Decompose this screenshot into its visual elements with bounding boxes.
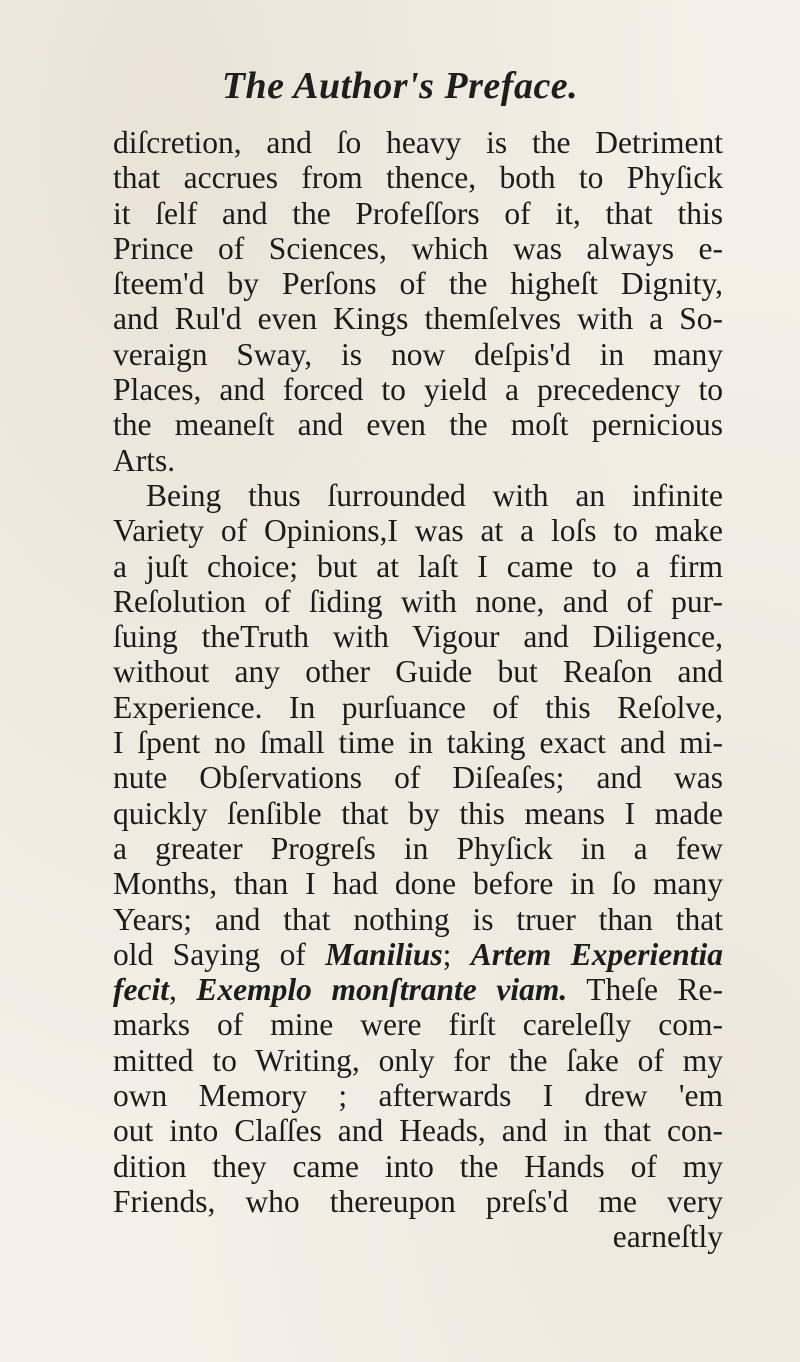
catchword: earneſtly: [612, 1219, 723, 1255]
text-line: [113, 937, 723, 972]
text-line: out into Claſſes and Heads, and in that con-: [113, 1113, 723, 1149]
text-line: Experience. In purſuance of this Reſolve,: [113, 689, 723, 725]
text-line: [113, 972, 723, 1007]
text-line: own Memory ; afterwards I drew 'em: [113, 1078, 723, 1114]
text-line: Variety of Opinions,I was at a loſs to make: [113, 513, 723, 549]
text-line: without any other Guide but Reaſon and: [113, 654, 723, 690]
running-title: The Author's Preface.: [221, 65, 579, 107]
text-line: Arts.: [113, 442, 176, 478]
text-line: Friends, who thereupon preſs'd me very: [113, 1183, 723, 1219]
text-line: ſteem'd by Perſons of the higheſt Dignity,: [113, 266, 723, 302]
text-line: it ſelf and the Profeſſors of it, that this: [113, 195, 723, 231]
text-line: a greater Progreſs in Phyſick in a few: [113, 830, 723, 866]
text-line: veraign Sway, is now deſpis'd in many: [113, 336, 723, 372]
text-line: mitted to Writing, only for the ſake of my: [113, 1042, 723, 1078]
text-line: marks of mine were firſt careleſly com-: [113, 1007, 723, 1043]
text-line: I ſpent no ſmall time in taking exact and mi-: [113, 725, 723, 761]
text-line: Reſolution of ſiding with none, and of pur-: [113, 583, 723, 619]
text-line: a juſt choice; but at laſt I came to a firm: [113, 548, 723, 584]
text-line: Prince of Sciences, which was always e-: [113, 230, 723, 266]
text-line: dition they came into the Hands of my: [113, 1148, 723, 1184]
text-line: Months, than I had done before in ſo many: [113, 866, 723, 902]
text-run: old Saying of: [113, 936, 306, 972]
text-line: Years; and that nothing is truer than that: [113, 901, 723, 937]
text-run: Theſe Re-: [567, 972, 723, 1008]
text-run: ;: [442, 936, 471, 972]
italic-quotation: Exemplo monſtrante viam.: [196, 972, 568, 1008]
text-line: Places, and forced to yield a precedency to: [113, 372, 723, 408]
text-line: ſuing theTruth with Vigour and Diligence,: [113, 619, 723, 655]
text-line: diſcretion, and ſo heavy is the Detriment: [113, 125, 723, 160]
text-line: nute Obſervations of Diſeaſes; and was: [113, 760, 723, 796]
italic-quotation: fecit: [113, 972, 169, 1008]
body-text: [113, 125, 723, 1255]
italic-name: Manilius: [325, 936, 443, 972]
text-line: the meaneſt and even the moſt pernicious: [113, 407, 723, 443]
text-line: and Rul'd even Kings themſelves with a So-: [113, 301, 723, 337]
text-line: that accrues from thence, both to Phyſick: [113, 160, 723, 196]
text-run: ,: [168, 972, 197, 1008]
text-line: Being thus ſurrounded with an infinite: [146, 477, 723, 513]
text-line: quickly ſenſible that by this means I made: [113, 795, 723, 831]
italic-quotation: Artem Experientia: [470, 936, 723, 972]
